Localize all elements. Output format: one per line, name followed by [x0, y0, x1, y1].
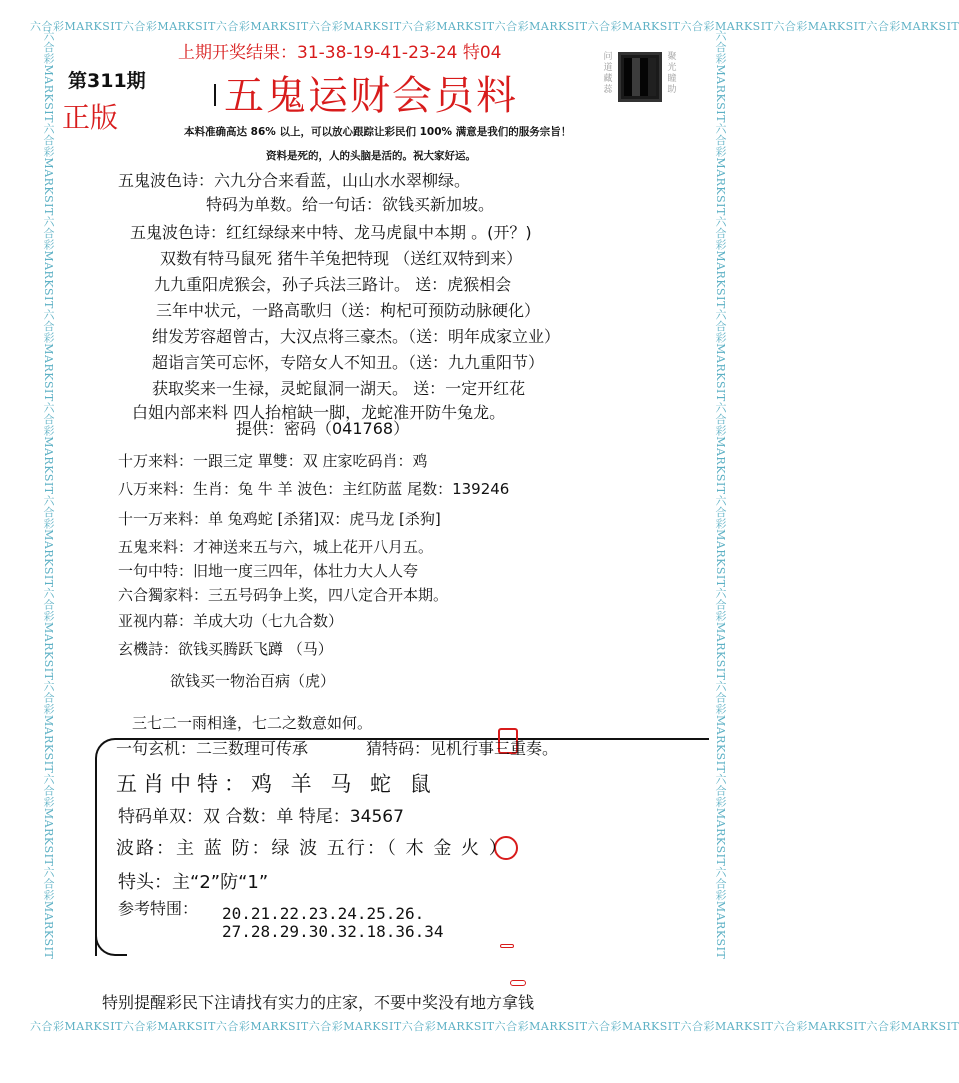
poem-line-b: 九九重阳虎猴会，孙子兵法三路计。 送：虎猴相会: [154, 275, 512, 294]
poem-line-a: 双数有特马鼠死 猪牛羊兔把特现 （送红双特到来）: [160, 249, 523, 268]
side-label-left: 问道藏蕊: [603, 52, 613, 95]
poem-line-g: 白姐内部来料 四人抬棺缺一脚，龙蛇准开防牛兔龙。: [132, 403, 506, 422]
poem-line-h: 提供：密码（041768）: [236, 419, 410, 438]
poem-line-c: 三年中状元，一路高歌归（送：枸杞可预防动脉硬化）: [156, 301, 541, 320]
tip-2: 八万来料：生肖：兔 牛 羊 波色：主红防蓝 尾数：139246: [118, 480, 510, 498]
tip-8: 玄機詩：欲钱买腾跃飞蹲 （马）: [118, 640, 333, 658]
guess-line: 猜特码：见机行事三重奏。: [366, 739, 559, 758]
border-top: 六合彩MARKSIT六合彩MARKSIT六合彩MARKSIT六合彩MARKSIT六合彩MARKSIT六合彩MARKSIT六合彩MARKSIT六合彩MARKSIT六合彩MARKSIT六合彩MARKSIT: [30, 20, 959, 33]
wave-poem: 五鬼波色诗：六九分合来看蓝，山山水水翠柳绿。: [118, 171, 471, 190]
reference-row-2: 27.28.29.30.32.18.36.34: [222, 922, 444, 941]
tip-7: 亚视内幕：羊成大功（七九合数）: [118, 612, 344, 630]
red-mark-3: [500, 944, 514, 948]
tip-6: 六合獨家料：三五号码争上奖，四八定合开本期。: [118, 586, 449, 604]
riddle-line: 一句玄机：二三数理可传承: [116, 739, 309, 758]
tip-4: 五鬼来料：才神送来五与六，城上花开八月五。: [118, 538, 434, 556]
red-mark-4: [510, 980, 526, 986]
side-label-right: 聚光瞳助: [667, 52, 677, 95]
reference-row-1: 20.21.22.23.24.25.26.: [222, 904, 425, 923]
five-zodiac: 五肖中特：鸡 羊 马 蛇 鼠: [116, 772, 437, 796]
border-right: 六合彩MARKSIT六合彩MARKSIT六合彩MARKSIT六合彩MARKSIT六合彩MARKSIT六合彩MARKSIT六合彩MARKSIT六合彩MARKSIT六合彩MARKSIT六合彩MARKSIT: [714, 30, 727, 960]
tip-5: 一句中特：旧地一度三四年，体壮力大人人夸: [118, 562, 419, 580]
footer-warning: 特别提醒彩民下注请找有实力的庄家，不要中奖没有地方拿钱: [102, 993, 535, 1012]
title-bar: [214, 84, 216, 106]
intro-line-1: 本料准确高达 86% 以上，可以放心跟踪让彩民们 100% 满意是我们的服务宗旨！: [184, 126, 572, 138]
issue-number: 第311期: [68, 70, 146, 92]
tip-10: 三七二一雨相逢，七二之数意如何。: [132, 714, 373, 732]
edition-label: 正版: [62, 101, 119, 134]
tip-1: 十万来料：一跟三定 單雙：双 庄家吃码肖：鸡: [118, 452, 428, 470]
head-line: 特头：主“2”防“1”: [118, 872, 269, 893]
odd-even-line: 特码单双：双 合数：单 特尾：34567: [118, 807, 404, 827]
last-result: 上期开奖结果：31-38-19-41-23-24 特04: [178, 43, 502, 63]
wave-poem-2: 五鬼波色诗：红红绿绿来中特、龙马虎鼠中本期 。(开？): [130, 223, 532, 242]
poem-line-e: 超诣言笑可忘怀，专陪女人不知丑。（送：九九重阳节）: [152, 353, 545, 372]
tip-9: 欲钱买一物治百病（虎）: [170, 672, 336, 690]
single-double: 特码为单数。给一句话：欲钱买新加坡。: [206, 195, 495, 214]
reference-label: 参考特围：: [118, 899, 199, 918]
intro-line-2: 资料是死的，人的头脑是活的。祝大家好运。: [266, 150, 476, 162]
wave-line: 波路：主 蓝 防：绿 波 五行：（ 木 金 火 ）: [116, 838, 509, 859]
border-left: 六合彩MARKSIT六合彩MARKSIT六合彩MARKSIT六合彩MARKSIT六合彩MARKSIT六合彩MARKSIT六合彩MARKSIT六合彩MARKSIT六合彩MARKSIT六合彩MARKSIT: [42, 30, 55, 960]
border-bottom: 六合彩MARKSIT六合彩MARKSIT六合彩MARKSIT六合彩MARKSIT六合彩MARKSIT六合彩MARKSIT六合彩MARKSIT六合彩MARKSIT六合彩MARKSIT六合彩MARKSIT: [30, 1020, 959, 1033]
tip-3: 十一万来料：单 兔鸡蛇 [杀猪]双：虎马龙 [杀狗]: [118, 510, 441, 528]
poem-line-f: 获取奖来一生禄，灵蛇鼠洞一湖天。 送：一定开红花: [152, 379, 526, 398]
qr-code-image: [618, 52, 662, 102]
page-title: 五鬼运财会员料: [224, 73, 518, 119]
poem-line-d: 绀发芳容超曾古，大汉点将三豪杰。（送：明年成家立业）: [152, 327, 561, 346]
